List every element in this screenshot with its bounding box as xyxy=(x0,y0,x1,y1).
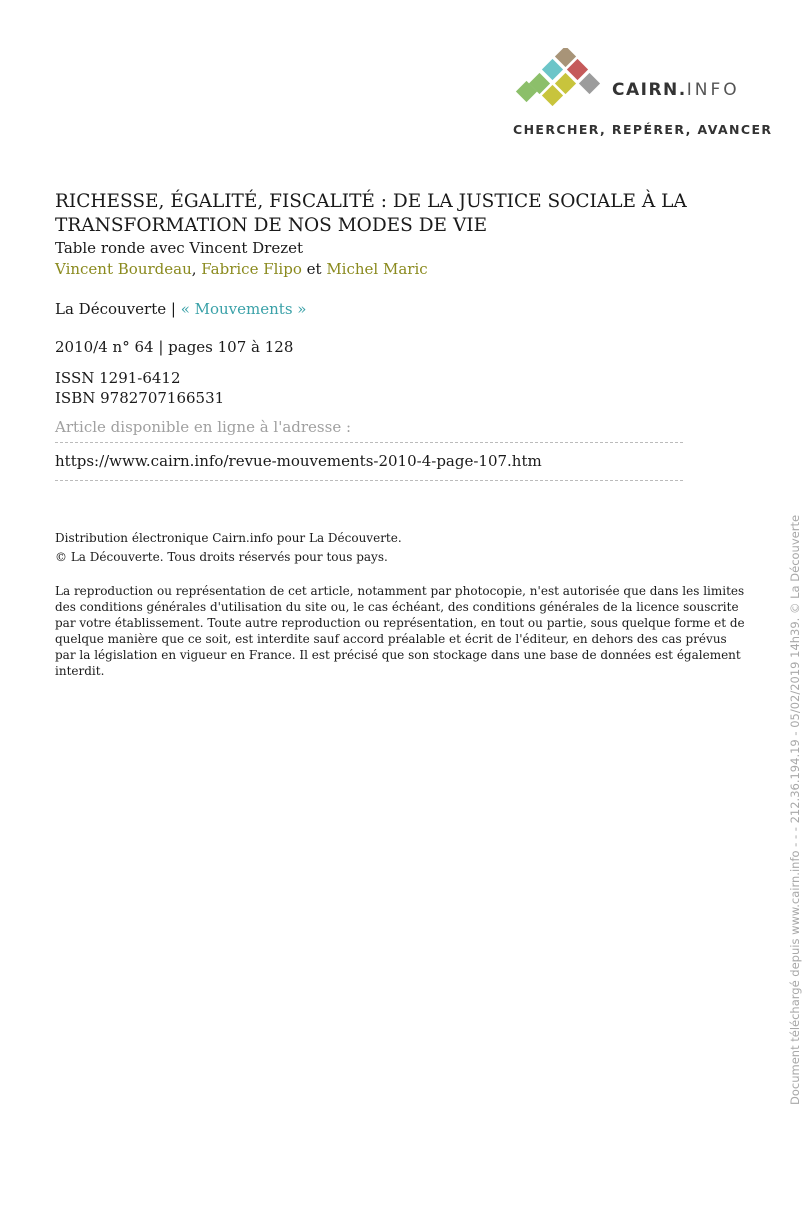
copyright-text: © La Découverte. Tous droits réservés pour tous pays. xyxy=(55,550,388,564)
brand-name: CAIRN xyxy=(612,80,679,100)
brand-dot: . xyxy=(678,80,687,100)
author-link-flipo[interactable]: Fabrice Flipo xyxy=(201,260,302,278)
distribution-text: Distribution électronique Cairn.info pour La Découverte. xyxy=(55,531,402,545)
author-separator: , xyxy=(191,260,202,278)
title-line-1: RICHESSE, ÉGALITÉ, FISCALITÉ : DE LA JUSTICE SOCIALE À LA xyxy=(55,191,687,212)
article-cover xyxy=(55,190,755,679)
article-title xyxy=(55,190,755,238)
legal-notice: La reproduction ou représentation de cet article, notamment par photocopie, n'est autorisée que dans les limites des conditions générales d'utilisation du site ou, le cas échéant, des conditions générales de la licence souscrite par votre établissement. Toute autre reproduction ou représentation, en tout ou partie, sous quelque forme et de quelque manière que ce soit, est interdite sauf accord préalable et écrit de l'éditeur, en dehors des cas prévus par la législation en vigueur en France. Il est précisé que son stockage dans une base de données est également interdit. xyxy=(55,584,745,678)
journal-link[interactable]: « Mouvements » xyxy=(180,300,307,318)
article-url-link[interactable]: https://www.cairn.info/revue-mouvements-2010-4-page-107.htm xyxy=(55,452,542,470)
distribution-notice xyxy=(55,529,755,567)
cairn-mosaic-icon xyxy=(514,48,604,108)
cairn-wordmark xyxy=(612,80,740,100)
author-separator: et xyxy=(301,260,327,278)
title-line-2: TRANSFORMATION DE NOS MODES DE VIE xyxy=(55,215,488,236)
identifiers xyxy=(55,368,755,408)
dashed-divider-top xyxy=(55,442,683,443)
article-subtitle: Table ronde avec Vincent Drezet xyxy=(55,239,304,257)
cairn-logo[interactable] xyxy=(514,48,774,143)
author-link-bourdeau[interactable]: Vincent Bourdeau xyxy=(55,260,192,278)
dashed-divider-bottom xyxy=(55,480,683,481)
logo-tagline: CHERCHER, REPÉRER, AVANCER xyxy=(513,122,773,137)
brand-suffix: INFO xyxy=(686,80,740,100)
isbn: ISBN 9782707166531 xyxy=(55,389,225,407)
issn: ISSN 1291-6412 xyxy=(55,369,181,387)
publisher-name: La Découverte | xyxy=(55,300,181,318)
available-online-label: Article disponible en ligne à l'adresse : xyxy=(55,418,352,436)
author-list xyxy=(55,258,755,280)
author-link-maric[interactable]: Michel Maric xyxy=(326,260,428,278)
publisher-line xyxy=(55,300,755,318)
issue-info: 2010/4 n° 64 | pages 107 à 128 xyxy=(55,338,294,356)
download-watermark: Document téléchargé depuis www.cairn.info - - - 212.36.194.19 - 05/02/2019 14h39. © La Découverte xyxy=(788,514,802,1105)
